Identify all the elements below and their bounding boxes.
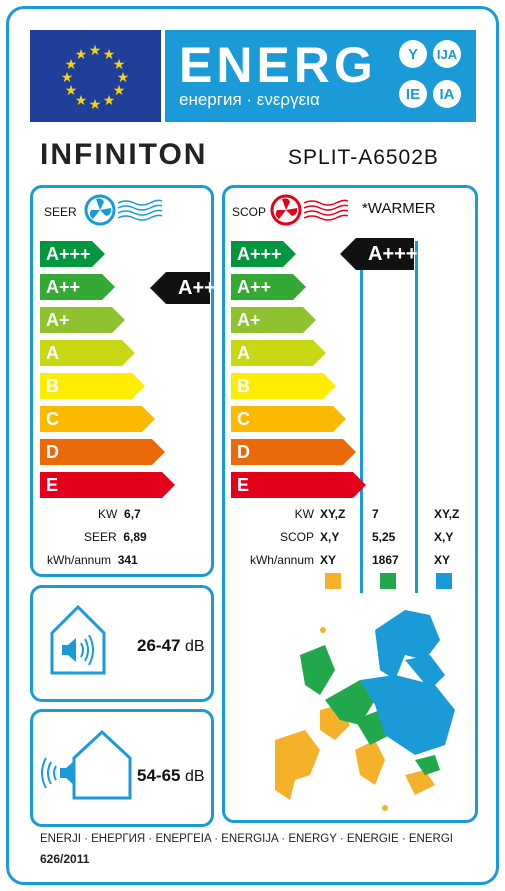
scop-warmer-value: XY,Z bbox=[434, 507, 460, 521]
lang-code-ie: IE bbox=[399, 80, 427, 108]
zone-colder-swatch bbox=[325, 573, 341, 589]
seer-title: SEER bbox=[44, 205, 77, 219]
scop-average-value: 5,25 bbox=[372, 530, 396, 544]
zone-average-swatch bbox=[380, 573, 396, 589]
eu-stars-icon bbox=[30, 30, 161, 122]
zone-warmer-swatch bbox=[436, 573, 452, 589]
scop-average-value: 7 bbox=[372, 507, 379, 521]
svg-text:★: ★ bbox=[60, 70, 74, 86]
scop-warmer-value: X,Y bbox=[434, 530, 454, 544]
indoor-noise-range: 26-47 bbox=[137, 636, 181, 655]
scop-class-bar: C bbox=[231, 406, 333, 432]
footer-languages: ENERJI · ЕНЕРГИЯ · ΕΝΕΡΓΕΙΑ · ENERGIJA · ENERGY · ENERGIE · ENERGI bbox=[40, 833, 453, 845]
seer-class-bar: A+ bbox=[40, 307, 112, 333]
scop-colder-value: X,Y bbox=[320, 530, 340, 544]
indoor-speaker-icon bbox=[48, 603, 108, 675]
svg-text:★: ★ bbox=[74, 93, 88, 109]
europe-climate-map bbox=[265, 600, 465, 815]
scop-rating-indicator: A+++ bbox=[356, 238, 414, 270]
seer-seer-label: SEER bbox=[84, 530, 117, 544]
outdoor-speaker-icon bbox=[40, 728, 135, 800]
seer-kw-value: 6,7 bbox=[124, 507, 141, 521]
indoor-noise-unit: dB bbox=[184, 638, 205, 655]
scop-class-bar: E bbox=[231, 472, 353, 498]
seer-row-seer bbox=[84, 530, 147, 544]
scop-class-bar: D bbox=[231, 439, 343, 465]
svg-text:★: ★ bbox=[112, 83, 126, 99]
zone-divider-2 bbox=[415, 241, 418, 593]
scop-zone-label: *WARMER bbox=[362, 200, 436, 217]
scop-class-bar: A+ bbox=[231, 307, 303, 333]
heating-fan-icon bbox=[270, 193, 350, 227]
scop-class-bar: A bbox=[231, 340, 313, 366]
seer-row-kw bbox=[98, 507, 141, 521]
regulation-number: 626/2011 bbox=[40, 852, 90, 866]
svg-text:★: ★ bbox=[116, 70, 130, 86]
lang-code-ia: IA bbox=[433, 80, 461, 108]
seer-kw-label: KW bbox=[98, 507, 118, 521]
seer-class-bar: A+++ bbox=[40, 241, 92, 267]
scop-class-bar: B bbox=[231, 373, 323, 399]
scop-row-label: kWh/annum bbox=[249, 553, 314, 567]
svg-text:★: ★ bbox=[64, 57, 78, 73]
seer-class-bar: E bbox=[40, 472, 162, 498]
seer-kwh-value: 341 bbox=[117, 553, 138, 567]
scop-row-label: KW bbox=[294, 507, 314, 521]
svg-text:★: ★ bbox=[102, 93, 116, 109]
scop-colder-value: XY,Z bbox=[320, 507, 346, 521]
scop-colder-value: XY bbox=[320, 553, 337, 567]
cooling-fan-icon bbox=[84, 193, 164, 227]
scop-average-value: 1867 bbox=[372, 553, 399, 567]
svg-text:★: ★ bbox=[112, 57, 126, 73]
lang-code-y: Y bbox=[399, 40, 427, 68]
seer-class-bar: A++ bbox=[40, 274, 102, 300]
svg-text:★: ★ bbox=[64, 83, 78, 99]
energy-title: ENERG bbox=[179, 37, 377, 93]
energy-banner bbox=[165, 30, 476, 122]
scop-title: SCOP bbox=[232, 205, 267, 219]
seer-class-bar: A bbox=[40, 340, 122, 366]
outdoor-noise-value bbox=[137, 766, 205, 786]
outdoor-noise-unit: dB bbox=[184, 768, 205, 785]
supplier-name: INFINITON bbox=[40, 138, 208, 171]
scop-class-bar: A+++ bbox=[231, 241, 283, 267]
energy-subtitle: енергия · ενεργεια bbox=[179, 90, 320, 109]
scop-class-bar: A++ bbox=[231, 274, 293, 300]
lang-code-ija: IJA bbox=[433, 40, 461, 68]
seer-seer-value: 6,89 bbox=[123, 530, 147, 544]
header bbox=[30, 30, 476, 122]
svg-text:★: ★ bbox=[74, 47, 88, 63]
scop-row-label: SCOP bbox=[279, 530, 314, 544]
svg-text:★: ★ bbox=[102, 47, 116, 63]
zone-divider-1 bbox=[360, 241, 363, 593]
eu-flag bbox=[30, 30, 161, 122]
seer-class-bar: C bbox=[40, 406, 142, 432]
model-id: SPLIT-A6502B bbox=[288, 146, 439, 169]
seer-row-kwh bbox=[47, 553, 138, 567]
seer-class-bar: D bbox=[40, 439, 152, 465]
seer-rating-indicator: A++ bbox=[166, 272, 210, 304]
svg-text:★: ★ bbox=[88, 43, 102, 59]
seer-class-bar: B bbox=[40, 373, 132, 399]
scop-warmer-value: XY bbox=[434, 553, 451, 567]
svg-text:★: ★ bbox=[88, 97, 102, 113]
seer-kwh-label: kWh/annum bbox=[47, 553, 112, 567]
indoor-noise-value bbox=[137, 636, 205, 656]
outdoor-noise-range: 54-65 bbox=[137, 766, 181, 785]
